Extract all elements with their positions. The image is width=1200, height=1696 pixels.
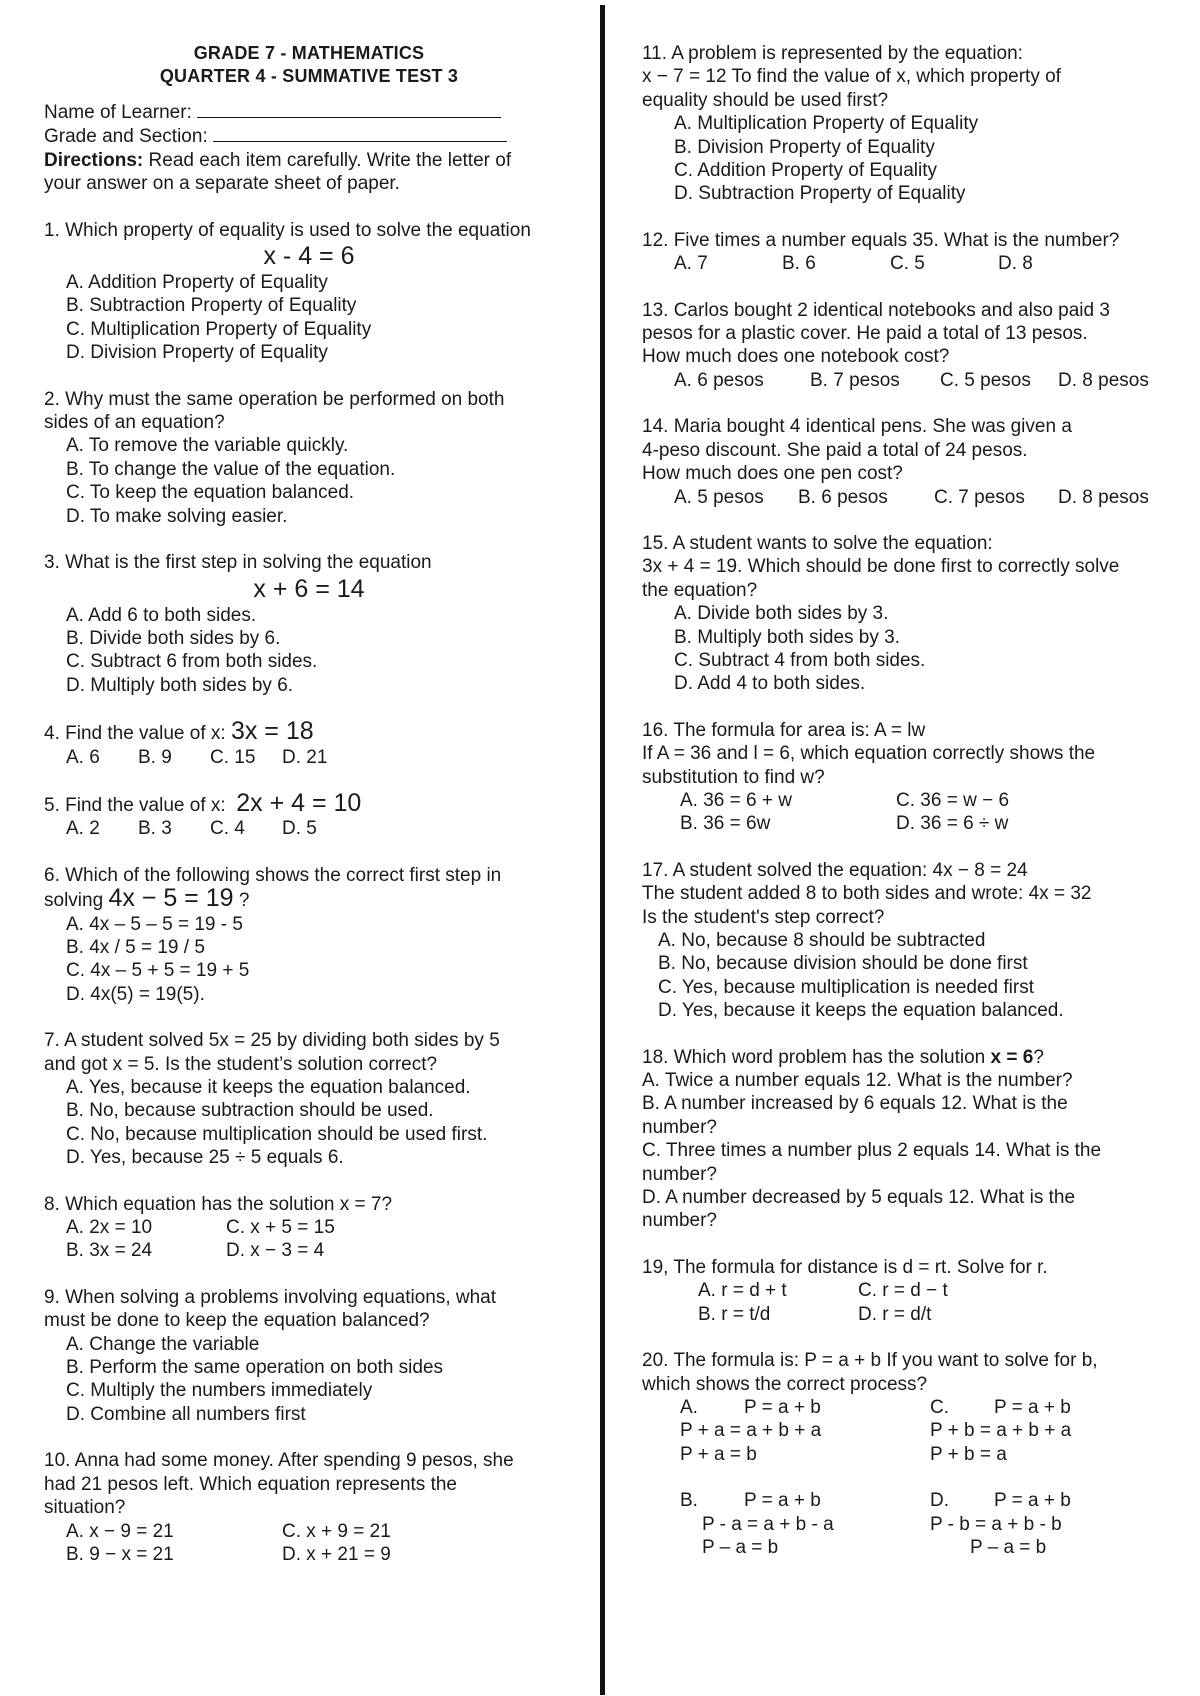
option-b: B. Division Property of Equality [674,136,935,158]
option-b: B. 7 pesos [810,369,900,391]
question-3: 3. What is the first step in solving the equation x + 6 = 14 A. Add 6 to both sides. B. Divide both sides by 6. C. Subtract 6 from both sides. D. Multiply both sides by 6. [44,551,574,697]
option-c: C. Yes, because multiplication is needed first [658,976,1034,998]
option-a: A. 4x – 5 – 5 = 19 - 5 [66,913,243,935]
option-d: D. x − 3 = 4 [226,1240,325,1262]
question-1: 1. Which property of equality is used to solve the equation x - 4 = 6 A. Addition Property of Equality B. Subtraction Property of Equality C. Multiplication Property of Equality D. Division Property of Equality [44,219,574,365]
option-b: B. Perform the same operation on both sides [66,1357,444,1379]
option-d: D. To make solving easier. [66,505,288,527]
test-title: GRADE 7 - MATHEMATICS [193,43,425,63]
option-d: D. 8 pesos [1058,486,1149,508]
grade-section-blank[interactable] [213,124,507,142]
column-divider [600,5,605,1695]
option-a: A. Yes, because it keeps the equation balanced. [66,1077,471,1098]
question-9: 9. When solving a problems involving equations, what must be done to keep the equation balanced? A. Change the variable B. Perform the same operation on both sides C. Multiply the numbers immediately D. Combine all numbers first [44,1286,574,1426]
option-b: B. 4x / 5 = 19 / 5 [66,936,205,958]
option-b: B. 6 pesos [798,486,888,508]
option-c: C. x + 5 = 15 [226,1217,335,1239]
option-d: D. Yes, because it keeps the equation balanced. [658,1000,1064,1022]
question-16: 16. The formula for area is: A = lw If A = 36 and l = 6, which equation correctly shows the substitution to find w? A. 36 = 6 + w C. 36 = w − 6 B. 36 = 6w D. 36 = 6 ÷ w [642,719,1096,835]
question-13: 13. Carlos bought 2 identical notebooks and also paid 3 pesos for a plastic cover. He paid a total of 13 pesos. How much does one notebook cost? A. 6 pesos B. 7 pesos C. 5 pesos D. 8 pesos [642,299,1162,393]
question-18: 18. Which word problem has the solution x = 6? A. Twice a number equals 12. What is the number? B. A number increased by 6 equals 12. What is the number? C. Three times a number plus 2 equals 14. What is the number? D. A number decreased by 5 equals 12. What is the number? [642,1046,1162,1233]
option-c: C. 36 = w − 6 [896,789,1010,811]
option-a: A. 2 [66,818,100,840]
option-a: A. 36 = 6 + w [680,789,792,811]
option-a: A. 2x = 10 [66,1217,153,1239]
option-c: C. 4x – 5 + 5 = 19 + 5 [66,960,250,982]
option-a: A. Twice a number equals 12. What is the number? [642,1070,1073,1092]
option-c: C. Subtract 6 from both sides. [66,651,318,673]
option-a: A. No, because 8 should be subtracted [658,930,986,951]
option-c: C. 5 pesos [940,369,1031,391]
option-c: C. 7 pesos [934,486,1025,508]
option-d: D. Division Property of Equality [66,342,328,364]
right-column [642,42,1162,1559]
question-2: 2. Why must the same operation be performed on both sides of an equation? A. To remove the variable quickly. B. To change the value of the equation. C. To keep the equation balanced. D. To make solving easier. [44,388,574,528]
option-b: B. 3 [138,818,172,840]
option-b: B. Subtraction Property of Equality [66,295,357,317]
option-d: D. Yes, because 25 ÷ 5 equals 6. [66,1147,344,1169]
option-b: B. No, because division should be done first [658,953,1028,975]
option-b: B. Divide both sides by 6. [66,627,281,649]
option-c: C. Subtract 4 from both sides. [674,649,926,671]
question-12: 12. Five times a number equals 35. What is the number? A. 7 B. 6 C. 5 D. 8 [642,229,1120,275]
option-d: D. A number decreased by 5 equals 12. What is the [642,1187,1076,1209]
option-a: A. r = d + t [698,1280,787,1302]
question-11: 11. A problem is represented by the equation: x − 7 = 12 To find the value of x, which property of equality should be used first? A. Multiplication Property of Equality B. Division Property of Equality C. Addition Property of Equality D. Subtraction Property of Equality [642,42,1162,206]
option-a: A. 6 pesos [674,369,764,391]
option-d: D. 4x(5) = 19(5). [66,983,205,1005]
equation: 2x + 4 = 10 [236,788,362,817]
option-b: B. Multiply both sides by 3. [674,626,900,648]
option-b: B. 36 = 6w [680,813,771,835]
option-b: B. 6 [782,253,816,275]
option-b: B. To change the value of the equation. [66,458,396,480]
option-a: A. 5 pesos [674,486,764,508]
question-7: 7. A student solved 5x = 25 by dividing both sides by 5 and got x = 5. Is the student’s solution correct? A. Yes, because it keeps the equation balanced. B. No, because subtraction should be used. C. No, because multiplication should be used first. D. Yes, because 25 ÷ 5 equals 6. [44,1029,574,1169]
directions-cont: your answer on a separate sheet of paper. [44,173,400,195]
option-a: A. Change the variable [66,1333,260,1355]
option-c: C. No, because multiplication should be used first. [66,1123,488,1145]
left-column [44,42,574,1566]
option-c: C. x + 9 = 21 [282,1520,391,1542]
option-d: D. Add 4 to both sides. [674,673,866,695]
option-d: D. 8 pesos [1058,369,1149,391]
option-d: D. 21 [282,746,328,768]
question-6: 6. Which of the following shows the correct first step in solving 4x − 5 = 19 ? A. 4x – 5 – 5 = 19 - 5 B. 4x / 5 = 19 / 5 C. 4x – 5 + 5 = 19 + 5 D. 4x(5) = 19(5). [44,864,574,1006]
option-a: A. x − 9 = 21 [66,1520,174,1542]
equation: 3x = 18 [230,717,314,746]
option-c: C. 4 [210,818,245,840]
option-a: A. 7 [674,253,708,275]
option-d: D. Multiply both sides by 6. [66,674,294,696]
question-4: 4. Find the value of x: 3x = 18 A. 6 B. 9 C. 15 D. 21 [44,720,574,769]
option-d: D. r = d/t [858,1303,932,1325]
solution: x = 6 [990,1046,1034,1068]
equation: x - 4 = 6 [263,242,355,271]
grade-section-row: Grade and Section: [44,124,574,148]
option-a: A. Multiplication Property of Equality [674,113,979,135]
question-5: 5. Find the value of x: 2x + 4 = 10 A. 2 B. 3 C. 4 D. 5 [44,788,362,840]
option-d: D. P = a + b P - b = a + b - b P – a = b [930,1490,1071,1558]
option-b: B. 9 − x = 21 [66,1543,174,1565]
question-20: 20. The formula is: P = a + b If you want to solve for b, which shows the correct process? A. P = a + b P + a = a + b + a P + a = b C. P = a + b P + b = a + b + a P + b = a B. P = a + b P - a = a + b - a P – a = b D. P = a + b P - b = a + b - b P – a = b [642,1349,1162,1559]
name-blank[interactable] [197,100,501,118]
question-15: 15. A student wants to solve the equation: 3x + 4 = 19. Which should be done first to correctly solve the equation? A. Divide both sides by 3. B. Multiply both sides by 3. C. Subtract 4 from both sides. D. Add 4 to both sides. [642,532,1162,696]
option-b: B. No, because subtraction should be used. [66,1100,434,1122]
option-b: B. P = a + b P - a = a + b - a P – a = b [680,1490,834,1558]
test-subtitle: QUARTER 4 - SUMMATIVE TEST 3 [159,66,459,86]
option-b: B. 9 [138,746,172,768]
option-d: D. 8 [998,253,1033,275]
option-a: A. To remove the variable quickly. [66,435,349,457]
option-b: B. 3x = 24 [66,1240,153,1262]
option-a: A. P = a + b P + a = a + b + a P + a = b [680,1396,822,1465]
option-c: C. To keep the equation balanced. [66,482,355,504]
question-10: 10. Anna had some money. After spending 9 pesos, she had 21 pesos left. Which equation represents the situation? A. x − 9 = 21 C. x + 9 = 21 B. 9 − x = 21 D. x + 21 = 9 [44,1450,514,1565]
option-d: D. 36 = 6 ÷ w [896,813,1009,835]
directions: Directions: Read each item carefully. Write the letter of [44,149,512,171]
option-a: A. Add 6 to both sides. [66,604,257,626]
option-b: B. r = t/d [698,1303,771,1325]
option-c: C. Multiply the numbers immediately [66,1380,373,1402]
option-d: D. x + 21 = 9 [282,1543,391,1565]
option-c: C. Addition Property of Equality [674,160,937,182]
question-17: 17. A student solved the equation: 4x − 8 = 24 The student added 8 to both sides and wrote: 4x = 32 Is the student's step correct? A. No, because 8 should be subtracted B. No, because division should be done first C. Yes, because multiplication is needed first D. Yes, because it keeps the equation balanced. [642,859,1162,1023]
option-c: C. Multiplication Property of Equality [66,318,372,340]
option-c: C. r = d − t [858,1280,948,1302]
question-19: 19, The formula for distance is d = rt. Solve for r. A. r = d + t C. r = d − t B. r = t/d D. r = d/t [642,1256,1162,1326]
option-a: A. Divide both sides by 3. [674,603,889,625]
option-a: A. 6 [66,746,100,768]
option-c: C. 5 [890,253,925,275]
option-a: A. Addition Property of Equality [66,272,328,294]
name-of-learner-row: Name of Learner: [44,100,574,124]
option-b: B. A number increased by 6 equals 12. What is the [642,1093,1068,1115]
question-8: 8. Which equation has the solution x = 7? A. 2x = 10 C. x + 5 = 15 B. 3x = 24 D. x − 3 = 4 [44,1193,393,1262]
option-c: C. P = a + b P + b = a + b + a P + b = a [930,1396,1072,1465]
option-d: D. Combine all numbers first [66,1403,306,1425]
option-c: C. Three times a number plus 2 equals 14. What is the [642,1140,1102,1162]
equation: 4x − 5 = 19 [108,884,234,913]
option-c: C. 15 [210,746,256,768]
equation: x + 6 = 14 [253,574,365,603]
option-d: D. Subtraction Property of Equality [674,183,966,205]
question-14: 14. Maria bought 4 identical pens. She was given a 4-peso discount. She paid a total of 24 pesos. How much does one pen cost? A. 5 pesos B. 6 pesos C. 7 pesos D. 8 pesos [642,415,1162,509]
option-d: D. 5 [282,818,317,840]
